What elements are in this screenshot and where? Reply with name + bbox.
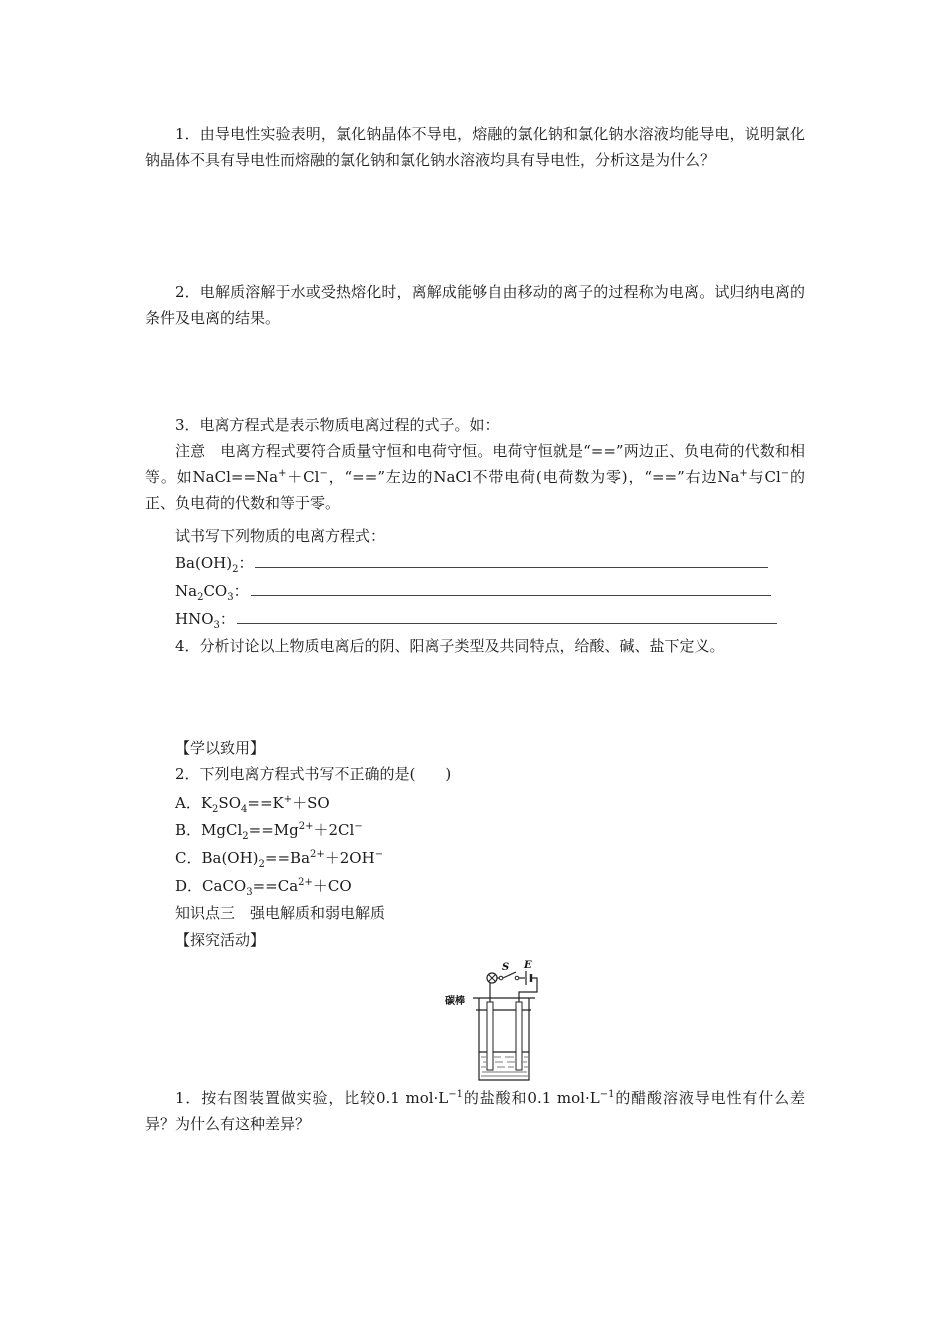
option-a: A．$K_2SO_4==K^++SO$ [175, 794, 330, 815]
carbon-rod-left [487, 1002, 493, 1070]
q3-equation-title: 3．电离方程式是表示物质电离过程的式子。如： [175, 416, 500, 434]
q2-ionization-question: 2．电解质溶解于水或受热熔化时，离解成能够自由移动的离子的过程称为电离。试归纳电离的条件及电离的结果。 [145, 283, 805, 327]
q3-prompt: 试书写下列物质的电离方程式： [175, 527, 386, 545]
q4-definition-question: 4．分析讨论以上物质电离后的阴、阳离子类型及共同特点，给酸、碱、盐下定义。 [175, 637, 725, 655]
lamp-icon [487, 973, 497, 983]
equation-blank-na2co3: $Na_2CO_3$： [175, 578, 771, 604]
q1-conductivity-question: 1．由导电性实验表明，氯化钠晶体不导电，熔融的氯化钠和氯化钠水溶液均能导电，说明氯化钠晶体不具有导电性而熔融的氯化钠和氯化钠水溶液均具有导电性，分析这是为什么？ [145, 125, 805, 169]
answer-line [255, 551, 768, 568]
option-c: C．$Ba(OH)_2==Ba^{2+}+2OH^-$ [175, 849, 384, 870]
label-switch: S [502, 962, 510, 973]
apply-heading: 【学以致用】 [175, 739, 266, 757]
answer-line [251, 579, 771, 596]
apply-question: 2．下列电离方程式书写不正确的是( ) [175, 765, 452, 783]
label-battery: E [524, 960, 532, 971]
switch-contact [515, 976, 519, 980]
option-d: D．$CaCO_3==Ca^{2+}+CO$ [175, 877, 352, 898]
section-title: 知识点三 强电解质和弱电解质 [175, 904, 386, 922]
equation-blank-baoh2: $Ba(OH)_2$： [175, 550, 768, 576]
carbon-rod-right [516, 1002, 522, 1070]
option-b: B．$MgCl_2==Mg^{2+}+2Cl^-$ [175, 821, 363, 842]
answer-line [237, 607, 777, 624]
equation-blank-hno3: $HNO_3$： [175, 606, 777, 632]
switch-contact [499, 976, 503, 980]
label-carbon-rod: 碳棒 [445, 996, 465, 1007]
conductivity-apparatus-diagram [445, 958, 545, 1086]
activity-heading: 【探究活动】 [175, 931, 266, 949]
experiment-question: 1．按右图装置做实验，比较0.1 $mol\cdot L^{-1}$的盐酸和0.1 $mol\cdot L^{-1}$的醋酸溶液导电性有什么差异？为什么有这种差异？ [145, 1089, 806, 1133]
battery-icon [526, 971, 531, 985]
q3-note: 注意 电离方程式要符合质量守恒和电荷守恒。电荷守恒就是“==”两边正、负电荷的代数和相等。如NaCl==Na+＋Cl−，“==”左边的NaCl不带电荷(电荷数为零)，“==”右边Na+与Cl−的正、负电荷的代数和等于零。 [145, 442, 805, 512]
